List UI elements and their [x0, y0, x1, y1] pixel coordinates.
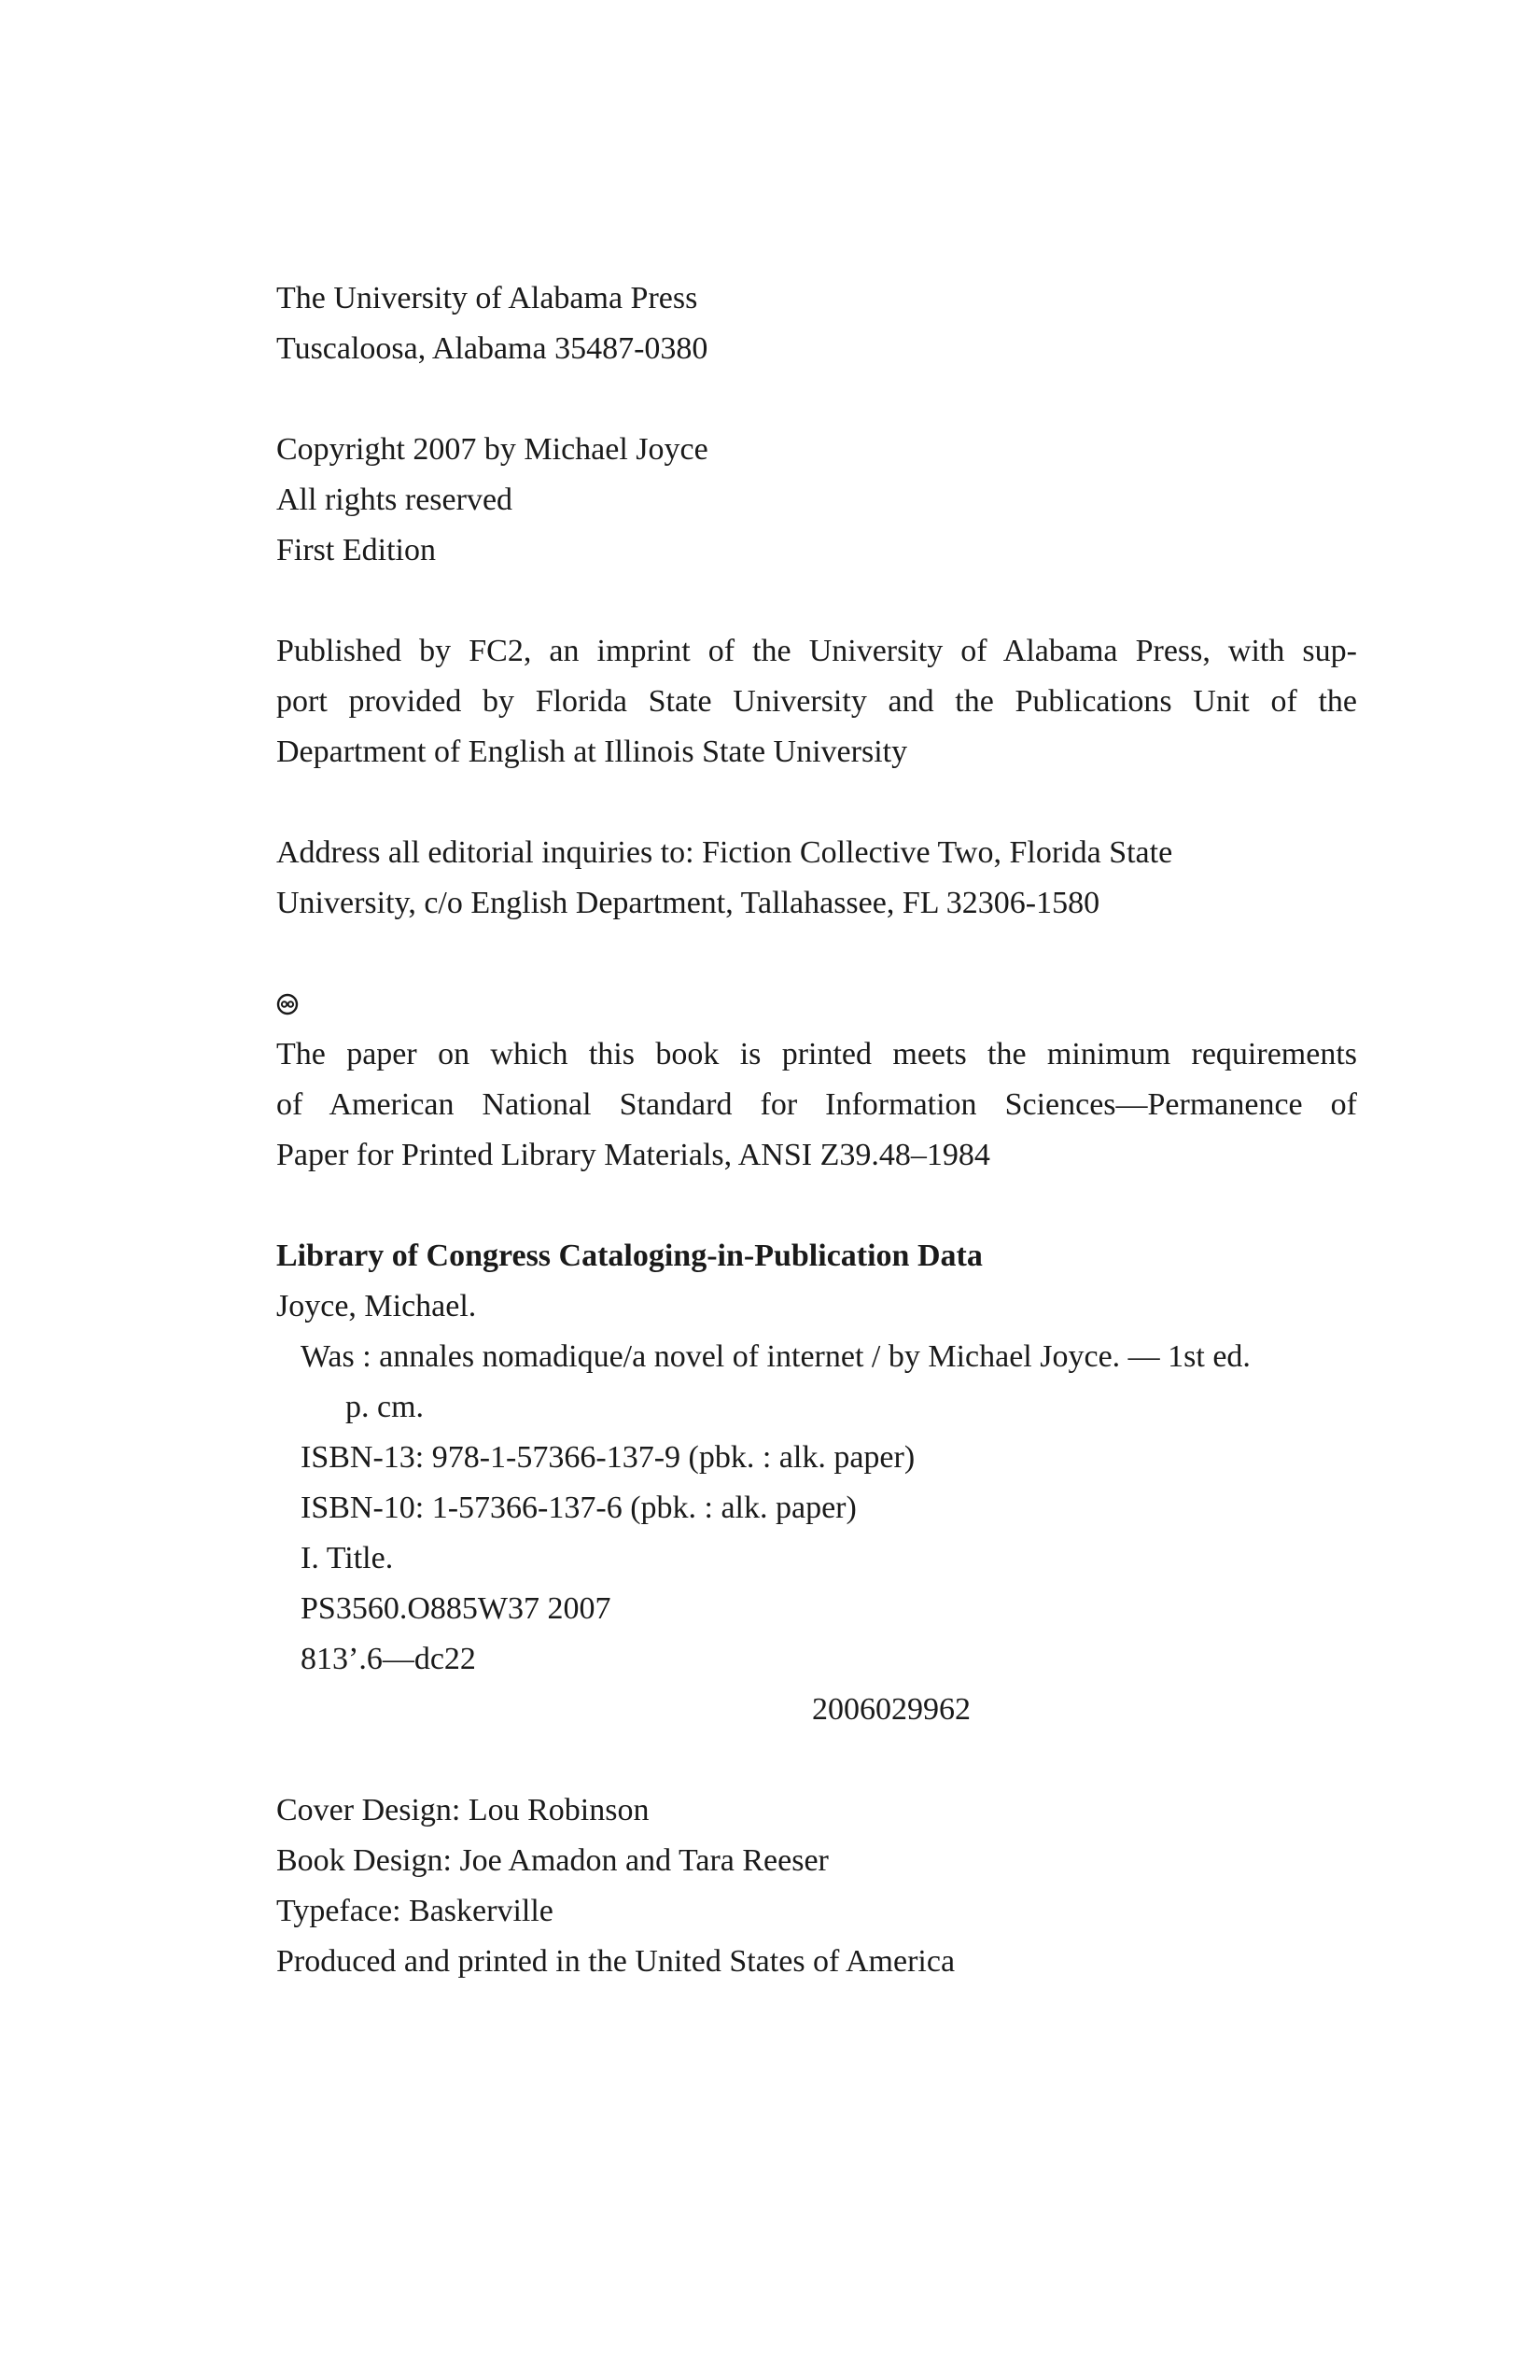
permanent-paper-icon: [276, 993, 299, 1015]
paper-symbol-line: [276, 979, 1357, 1029]
spacer: [276, 777, 1357, 828]
spacer: [276, 374, 1357, 425]
publisher-address-line: Tuscaloosa, Alabama 35487-0380: [276, 331, 708, 366]
rights-line: All rights reserved: [276, 483, 513, 517]
cover-design-line: Cover Design: Lou Robinson: [276, 1793, 650, 1827]
paper-statement-line-2: of American National Standard for Information Sciences—Permanence of: [276, 1087, 1357, 1122]
spacer: [276, 1181, 1357, 1231]
published-by-line-2: port provided by Florida State University and the Publications Unit of the: [276, 684, 1357, 719]
cip-pcm-line: p. cm.: [345, 1390, 425, 1424]
cip-isbn13-line: ISBN-13: 978-1-57366-137-9 (pbk. : alk. paper): [301, 1440, 916, 1475]
cip-callnumber-line: PS3560.O885W37 2007: [301, 1591, 611, 1626]
typeface-line: Typeface: Baskerville: [276, 1894, 553, 1928]
paper-statement-line-3: Paper for Printed Library Materials, ANSI Z39.48–1984: [276, 1138, 990, 1172]
cip-author-line: Joyce, Michael.: [276, 1289, 477, 1323]
produced-line: Produced and printed in the United States of America: [276, 1944, 956, 1979]
cip-isbn10-line: ISBN-10: 1-57366-137-6 (pbk. : alk. paper): [301, 1491, 857, 1525]
published-by-line-1: Published by FC2, an imprint of the University of Alabama Press, with sup-: [276, 634, 1357, 668]
spacer: [276, 1735, 1357, 1785]
paper-statement-line-1: The paper on which this book is printed meets the minimum requirements: [276, 1037, 1357, 1071]
publisher-name-line: The University of Alabama Press: [276, 281, 698, 315]
cip-control-number: 2006029962: [812, 1692, 971, 1727]
cip-title-entry-line: I. Title.: [301, 1541, 394, 1575]
book-design-line: Book Design: Joe Amadon and Tara Reeser: [276, 1843, 829, 1878]
published-by-line-3: Department of English at Illinois State University: [276, 735, 908, 769]
cip-heading: Library of Congress Cataloging-in-Publication Data: [276, 1239, 983, 1273]
copyright-line: Copyright 2007 by Michael Joyce: [276, 432, 708, 467]
edition-line: First Edition: [276, 533, 436, 567]
cip-title-line: Was : annales nomadique/a novel of internet / by Michael Joyce. — 1st ed.: [301, 1339, 1251, 1374]
editorial-address-line-2: University, c/o English Department, Tallahassee, FL 32306-1580: [276, 886, 1100, 920]
colophon-text-block: [276, 273, 1357, 1987]
editorial-address-line-1: Address all editorial inquiries to: Fiction Collective Two, Florida State: [276, 835, 1173, 870]
cip-dewey-line: 813’.6—dc22: [301, 1642, 476, 1676]
spacer: [276, 576, 1357, 626]
spacer: [276, 929, 1357, 979]
